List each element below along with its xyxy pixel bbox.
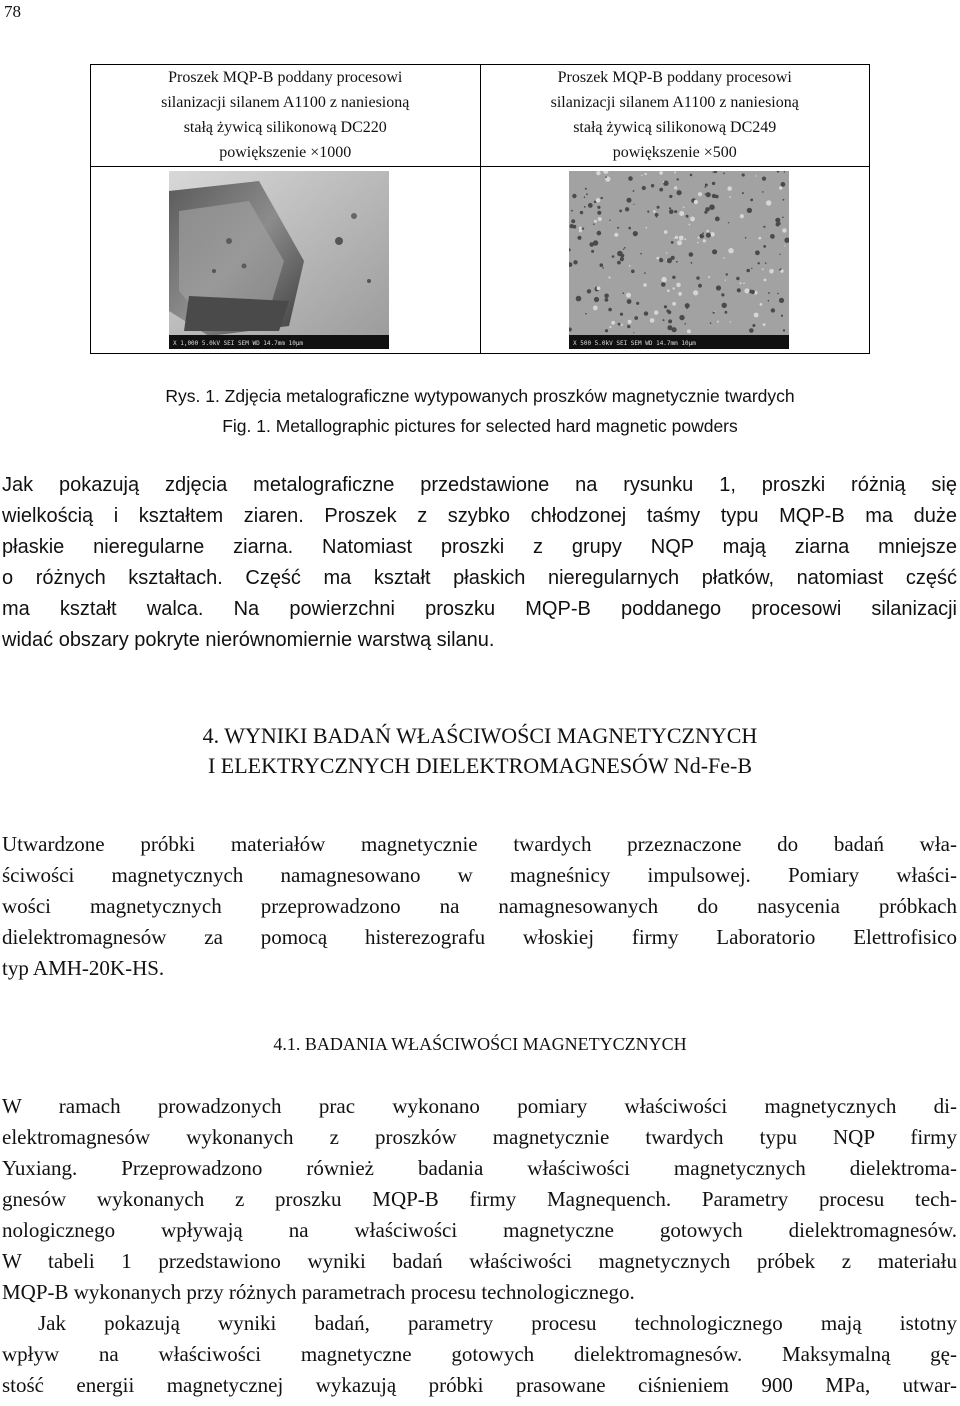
- texture-speck: [608, 308, 612, 312]
- texture-speck: [663, 230, 667, 234]
- texture-speck: [693, 200, 697, 204]
- texture-speck: [593, 223, 595, 225]
- texture-speck: [676, 261, 678, 263]
- texture-speck: [780, 315, 782, 317]
- texture-speck: [784, 245, 785, 246]
- texture-speck: [627, 325, 630, 328]
- text-line: ma kształt walca. Na powierzchni proszku MQP-B poddanego procesowi silanizacji: [2, 598, 957, 620]
- texture-speck: [677, 240, 682, 245]
- texture-speck: [645, 227, 647, 229]
- texture-speck: [779, 254, 780, 255]
- texture-speck: [724, 311, 727, 314]
- text-line: widać obszary pokryte nierównomiernie warstwą silanu.: [2, 629, 495, 651]
- texture-speck: [769, 269, 774, 274]
- texture-speck: [702, 232, 704, 234]
- texture-speck: [597, 217, 601, 221]
- caption-line: silanizacji silanem A1100 z naniesioną: [550, 94, 799, 111]
- texture-speck: [619, 257, 623, 261]
- text-line: elektromagnesów wykonanych z proszków magnetycznie twardych typu NQP firmy: [2, 1125, 957, 1149]
- texture-speck: [725, 273, 727, 275]
- text-line: płaskie nieregularne ziarna. Natomiast proszki z grupy NQP mają ziarna mniejsze: [2, 536, 957, 558]
- texture-speck: [746, 208, 751, 213]
- texture-speck: [622, 249, 623, 250]
- section-heading: [0, 721, 960, 781]
- texture-speck: [705, 207, 710, 212]
- texture-speck: [659, 258, 661, 260]
- texture-speck: [679, 315, 684, 320]
- text-line: Jak pokazują wyniki badań, parametry procesu technologicznego mają istotny: [38, 1311, 957, 1335]
- texture-speck: [752, 324, 755, 327]
- texture-speck: [739, 282, 741, 284]
- scalebar-right: X 500 5.0kV SEI SEM WD 14.7mm 10μm: [572, 340, 696, 347]
- texture-speck: [667, 289, 670, 292]
- texture-speck: [711, 194, 715, 198]
- texture-speck: [672, 302, 676, 306]
- texture-speck: [759, 303, 762, 306]
- texture-speck: [686, 329, 690, 333]
- texture-speck: [721, 293, 724, 296]
- texture-speck: [572, 225, 574, 227]
- texture-speck: [644, 272, 646, 274]
- texture-speck: [670, 256, 674, 260]
- sem-micrograph-left: [169, 171, 389, 349]
- texture-speck: [654, 310, 658, 314]
- texture-speck: [697, 192, 701, 196]
- texture-speck: [592, 306, 597, 311]
- texture-speck: [628, 265, 630, 267]
- texture-speck: [693, 290, 698, 295]
- texture-speck: [782, 217, 784, 219]
- figure-table: [90, 64, 870, 354]
- paragraph-2: [2, 829, 957, 984]
- texture-speck: [571, 210, 573, 212]
- heading-line: 4. WYNIKI BADAŃ WŁAŚCIWOŚCI MAGNETYCZNYCH: [202, 723, 758, 748]
- texture-speck: [699, 234, 704, 239]
- text-line: nologicznego wpływają na właściwości magnetyczne gotowych dielektromagnesów.: [2, 1218, 957, 1242]
- texture-speck: [749, 328, 754, 333]
- texture-speck: [573, 260, 577, 264]
- texture-speck: [712, 312, 714, 314]
- sem-micrograph-right: [569, 171, 789, 349]
- texture-speck: [634, 316, 638, 320]
- texture-speck: [763, 226, 765, 228]
- caption-line: powiększenie ×500: [612, 144, 737, 161]
- texture-speck: [640, 253, 642, 255]
- texture-speck: [596, 286, 600, 290]
- texture-speck: [643, 283, 647, 287]
- texture-speck: [743, 282, 745, 284]
- texture-speck: [728, 248, 733, 253]
- texture-speck: [643, 311, 647, 315]
- texture-speck: [641, 175, 642, 176]
- texture-speck: [673, 238, 674, 239]
- page-number: 78: [4, 2, 21, 21]
- texture-speck: [702, 239, 705, 242]
- texture-speck: [662, 181, 664, 183]
- texture-speck: [763, 279, 766, 282]
- texture-speck: [622, 292, 624, 294]
- texture-speck: [575, 296, 581, 302]
- texture-speck: [783, 171, 785, 173]
- caption-line: Proszek MQP-B poddany procesowi: [168, 69, 403, 86]
- texture-speck: [723, 257, 725, 259]
- texture-speck: [602, 267, 604, 269]
- texture-speck: [684, 323, 686, 325]
- caption-line: stałą żywicą silikonową DC249: [573, 119, 777, 136]
- texture-speck: [654, 213, 658, 217]
- texture-speck: [753, 313, 758, 318]
- texture-speck: [727, 222, 728, 223]
- texture-speck: [600, 197, 602, 199]
- texture-speck: [676, 283, 681, 288]
- texture-speck: [617, 227, 619, 229]
- texture-speck: [710, 232, 715, 237]
- texture-speck: [736, 277, 739, 280]
- caption-line: stałą żywicą silikonową DC220: [183, 119, 387, 136]
- texture-speck: [690, 217, 695, 222]
- texture-speck: [620, 324, 622, 326]
- texture-speck: [587, 203, 592, 208]
- texture-speck: [711, 182, 714, 185]
- texture-speck: [605, 176, 607, 178]
- texture-speck: [662, 319, 664, 321]
- texture-speck: [729, 321, 730, 322]
- texture-speck: [584, 188, 586, 190]
- texture-speck: [661, 277, 666, 282]
- text-line: Utwardzone próbki materiałów magnetycznie twardych przeznaczone do badań wła-: [2, 832, 957, 856]
- texture-speck: [571, 219, 575, 223]
- texture-speck: [761, 269, 763, 271]
- texture-speck: [626, 293, 631, 298]
- texture-speck: [668, 207, 670, 209]
- texture-speck: [724, 280, 725, 281]
- texture-speck: [617, 251, 623, 257]
- texture-speck: [586, 193, 588, 195]
- texture-speck: [758, 237, 761, 240]
- texture-speck: [768, 292, 770, 294]
- texture-speck: [705, 192, 710, 197]
- texture-speck: [661, 282, 666, 287]
- texture-speck: [779, 186, 782, 189]
- text-line: ściwości magnetycznych namagnesowano w magneśnicy impulsowej. Pomiary właści-: [2, 863, 957, 887]
- texture-speck: [709, 204, 715, 210]
- texture-speck: [704, 184, 707, 187]
- caption-line: silanizacji silanem A1100 z naniesioną: [161, 94, 410, 111]
- texture-speck: [586, 289, 590, 293]
- texture-speck: [619, 210, 622, 213]
- texture-speck: [624, 207, 628, 211]
- texture-speck: [739, 214, 743, 218]
- texture-speck: [644, 173, 646, 175]
- texture-speck: [608, 276, 610, 278]
- texture-speck: [633, 204, 634, 205]
- texture-speck: [766, 200, 771, 205]
- text-line: wielkością i kształtem ziaren. Proszek z szybko chłodzonej taśmy typu MQP-B ma duże: [2, 505, 957, 527]
- texture-speck: [714, 217, 719, 222]
- texture-speck: [782, 228, 786, 232]
- texture-speck: [688, 252, 693, 257]
- texture-speck: [656, 257, 659, 260]
- texture-speck: [704, 193, 705, 194]
- texture-speck: [736, 288, 740, 292]
- texture-speck: [688, 224, 690, 226]
- texture-speck: [650, 184, 653, 187]
- texture-speck: [604, 298, 608, 302]
- texture-speck: [782, 329, 784, 331]
- right-image-cell: [480, 167, 870, 354]
- texture-speck: [609, 326, 611, 328]
- texture-speck: [626, 299, 631, 304]
- texture-speck: [770, 234, 775, 239]
- heading-line: I ELEKTRYCZNYCH DIELEKTROMAGNESÓW Nd-Fe-B: [207, 753, 753, 778]
- texture-speck: [579, 211, 582, 214]
- texture-speck: [589, 242, 594, 247]
- texture-speck: [633, 332, 634, 333]
- texture-speck: [597, 211, 601, 215]
- scalebar-left: X 1,000 5.0kV SEI SEM WD 14.7mm 10μm: [173, 340, 304, 347]
- texture-speck: [636, 302, 639, 305]
- texture-speck: [778, 298, 783, 303]
- texture-speck: [596, 171, 600, 175]
- texture-speck: [704, 186, 706, 188]
- texture-speck: [770, 308, 774, 312]
- texture-speck: [696, 276, 699, 279]
- texture-speck: [670, 241, 673, 244]
- texture-speck: [679, 211, 684, 216]
- right-image-caption: [480, 65, 870, 167]
- subsection-heading: 4.1. BADANIA WŁAŚCIWOŚCI MAGNETYCZNYCH: [273, 1034, 687, 1054]
- texture-speck: [628, 176, 633, 181]
- texture-speck: [659, 188, 663, 192]
- texture-speck: [780, 269, 783, 272]
- texture-speck: [715, 285, 720, 290]
- texture-speck: [763, 245, 766, 248]
- texture-speck: [668, 319, 672, 323]
- texture-speck: [604, 329, 607, 332]
- texture-speck: [708, 276, 710, 278]
- texture-speck: [628, 227, 631, 230]
- texture-speck: [775, 222, 779, 226]
- texture-speck: [659, 171, 663, 175]
- texture-speck: [597, 206, 600, 209]
- texture-speck: [755, 175, 756, 176]
- texture-speck: [649, 318, 654, 323]
- texture-speck: [653, 210, 656, 213]
- texture-speck: [617, 261, 621, 265]
- text-line: stość energii magnetycznej wykazują próbki prasowane ciśnieniem 900 MPa, utwar-: [2, 1373, 957, 1397]
- texture-speck: [689, 174, 692, 177]
- texture-speck: [656, 206, 659, 209]
- texture-speck: [596, 231, 601, 236]
- texture-speck: [698, 284, 702, 288]
- texture-speck: [666, 309, 669, 312]
- texture-speck: [672, 287, 674, 289]
- texture-speck: [750, 290, 754, 294]
- texture-speck: [641, 186, 645, 190]
- text-line: o różnych kształtach. Część ma kształt płaskich nieregularnych płatków, natomiast część: [2, 567, 957, 589]
- texture-speck: [674, 236, 677, 239]
- texture-speck: [762, 323, 765, 326]
- texture-speck: [604, 294, 609, 299]
- texture-speck: [697, 242, 699, 244]
- texture-speck: [632, 231, 637, 236]
- texture-speck: [685, 215, 688, 218]
- texture-speck: [741, 192, 743, 194]
- texture-speck: [716, 321, 718, 323]
- texture-speck: [744, 288, 749, 293]
- texture-speck: [583, 196, 585, 198]
- texture-speck: [669, 195, 672, 198]
- texture-speck: [729, 196, 731, 198]
- texture-speck: [595, 198, 600, 203]
- texture-speck: [674, 210, 677, 213]
- texture-speck: [626, 198, 631, 203]
- texture-speck: [757, 262, 759, 264]
- texture-speck: [624, 247, 626, 249]
- texture-speck: [672, 276, 675, 279]
- text-line: Jak pokazują zdjęcia metalograficzne przedstawione na rysunku 1, proszki różnią się: [2, 474, 957, 496]
- texture-speck: [663, 305, 666, 308]
- texture-speck: [578, 229, 581, 232]
- texture-speck: [591, 250, 594, 253]
- left-image-cell: [91, 167, 481, 354]
- texture-speck: [723, 173, 725, 175]
- figure-caption-pl: Rys. 1. Zdjęcia metalograficzne wytypowanych proszków magnetycznie twardych: [165, 386, 795, 406]
- texture-speck: [709, 322, 711, 324]
- texture-speck: [706, 230, 709, 233]
- texture-speck: [617, 323, 620, 326]
- texture-speck: [712, 172, 713, 173]
- texture-speck: [678, 236, 683, 241]
- texture-speck: [582, 228, 584, 230]
- texture-speck: [611, 255, 614, 258]
- texture-speck: [690, 262, 692, 264]
- texture-speck: [578, 227, 581, 230]
- texture-speck: [593, 297, 598, 302]
- texture-speck: [619, 313, 622, 316]
- texture-speck: [782, 199, 784, 201]
- texture-speck: [611, 321, 615, 325]
- texture-speck: [775, 218, 780, 223]
- texture-speck: [721, 303, 726, 308]
- text-line: wości magnetycznych przeprowadzono na namagnesowanych do nasycenia próbkach: [2, 894, 957, 918]
- texture-speck: [599, 263, 603, 267]
- texture-speck: [705, 233, 710, 238]
- texture-speck: [676, 190, 681, 195]
- paragraph-3: [2, 1091, 957, 1401]
- text-line: W ramach prowadzonych prac wykonano pomiary właściwości magnetycznych di-: [2, 1094, 957, 1118]
- texture-speck: [665, 252, 667, 254]
- texture-speck: [767, 300, 769, 302]
- texture-speck: [761, 177, 765, 181]
- texture-speck: [665, 259, 666, 260]
- caption-line: Proszek MQP-B poddany procesowi: [557, 69, 792, 86]
- text-line: wpływ na właściwości magnetyczne gotowych dielektromagnesów. Maksymalną gę-: [2, 1342, 957, 1366]
- texture-speck: [585, 313, 587, 315]
- texture-speck: [674, 186, 677, 189]
- texture-speck: [593, 220, 596, 223]
- texture-speck: [712, 249, 717, 254]
- texture-speck: [750, 199, 753, 202]
- texture-speck: [762, 191, 764, 193]
- texture-speck: [678, 292, 682, 296]
- texture-speck: [609, 220, 610, 221]
- text-line: dielektromagnesów za pomocą histerezografu włoskiej firmy Laboratorio Elettrofisico: [2, 925, 957, 949]
- texture-speck: [674, 172, 676, 174]
- texture-speck: [647, 211, 649, 213]
- texture-speck: [614, 233, 618, 237]
- texture-speck: [741, 173, 744, 176]
- text-line: MQP-B wykonanych przy różnych parametrach procesu technologicznego.: [2, 1280, 635, 1304]
- text-line: typ AMH-20K-HS.: [2, 956, 165, 980]
- paragraph-1: [2, 470, 957, 656]
- texture-speck: [727, 186, 732, 191]
- texture-speck: [669, 209, 674, 214]
- texture-speck: [682, 206, 684, 208]
- text-line: gnesów wykonanych z proszku MQP-B firmy Magnequench. Parametry procesu tech-: [2, 1187, 957, 1211]
- texture-speck: [780, 182, 785, 187]
- text-line: Yuxiang. Przeprowadzono również badania właściwości magnetycznych dielektroma-: [2, 1156, 957, 1180]
- texture-speck: [744, 237, 746, 239]
- texture-speck: [676, 178, 678, 180]
- text-line: W tabeli 1 przedstawiono wyniki badań właściwości magnetycznych próbek z materiału: [2, 1249, 957, 1273]
- texture-speck: [755, 250, 760, 255]
- texture-speck: [764, 262, 766, 264]
- figure-caption-en: Fig. 1. Metallographic pictures for selected hard magnetic powders: [222, 416, 738, 436]
- texture-speck: [684, 238, 686, 240]
- texture-speck: [632, 190, 634, 192]
- texture-speck: [777, 293, 779, 295]
- texture-speck: [631, 270, 635, 274]
- texture-speck: [746, 269, 750, 273]
- texture-speck: [583, 206, 585, 208]
- texture-speck: [572, 194, 576, 198]
- texture-speck: [627, 320, 631, 324]
- texture-speck: [577, 236, 581, 240]
- caption-line: powiększenie ×1000: [219, 144, 352, 161]
- texture-speck: [751, 268, 752, 269]
- texture-speck: [685, 307, 687, 309]
- texture-speck: [671, 327, 676, 332]
- left-image-caption: [91, 65, 481, 167]
